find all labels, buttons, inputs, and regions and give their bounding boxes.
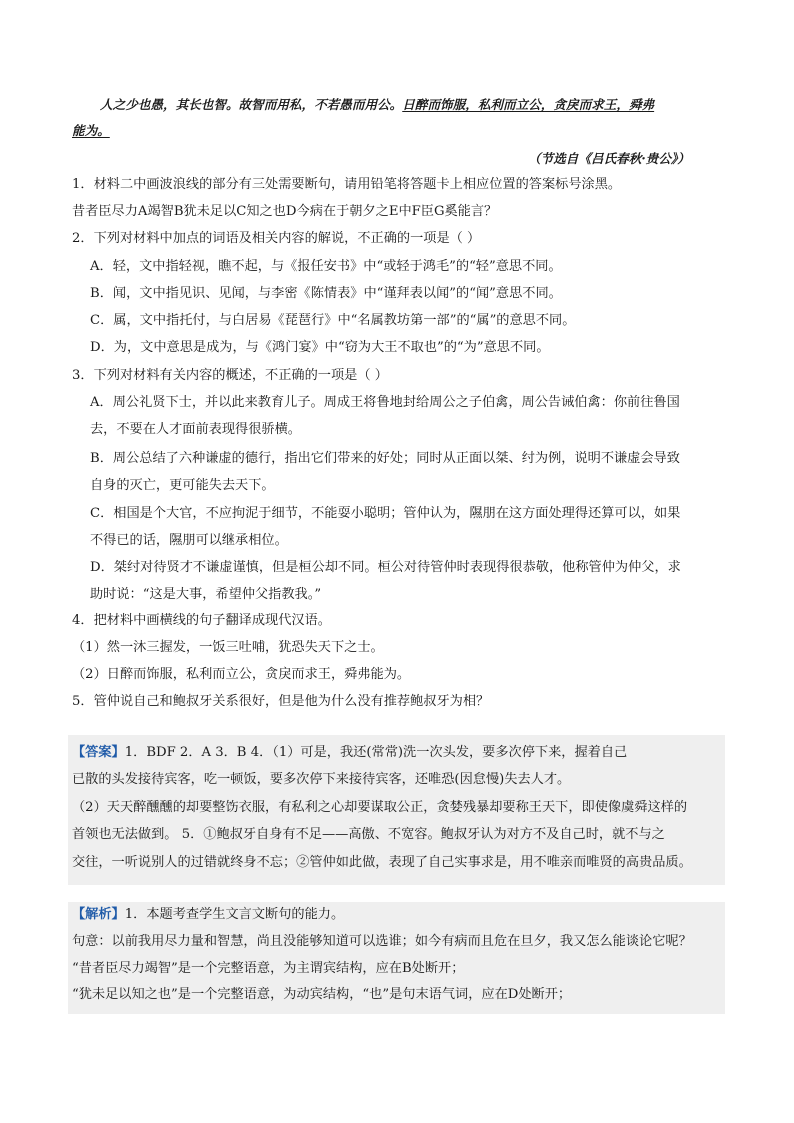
analysis-line-1	[72, 906, 344, 924]
answer-label: 【答案】	[72, 745, 125, 760]
question-1-text: 昔者臣尽力A竭智B犹未足以C知之也D今病在于朝夕之E中F臣G奚能言？	[72, 204, 498, 219]
passage-plain-text: 人之少也愚，其长也智。故智而用私，不若愚而用公。	[100, 97, 403, 112]
analysis-line-4: “犹未足以知之也”是一个完整语意，为动宾结构，“也”是句末语气词，应在D处断开；	[72, 987, 572, 1002]
question-3-option-b-line-2: 自身的灭亡，更可能失去天下。	[90, 478, 275, 493]
analysis-line-3: “昔者臣尽力竭智”是一个完整语意，为主谓宾结构，应在B处断开；	[72, 961, 465, 976]
passage-line-1	[100, 96, 654, 114]
question-5: 5．管仲说自己和鲍叔牙关系很好，但是他为什么没有推荐鲍叔牙为相？	[72, 694, 490, 709]
passage-underlined-text: 日醉而饰服，私利而立公，贪戾而求王，舜弗	[402, 97, 655, 112]
question-2-option-c: C．属，文中指托付，与白居易《琵琶行》中“名属教坊第一部”的“属”的意思不同。	[90, 313, 576, 328]
analysis-label: 【解析】	[72, 907, 125, 922]
answer-line-2: 已散的头发接待宾客，吃一顿饭，要多次停下来接待宾客，还唯恐(因怠慢)失去人才。	[72, 772, 571, 787]
passage-line-2: 能为。	[72, 123, 110, 138]
question-4-part-2: （2）日醉而饰服，私利而立公，贪戾而求王，舜弗能为。	[72, 667, 411, 682]
answer-line-4: 首领也无法做到。 5．①鲍叔牙自身有不足——高傲、不宽容。鲍叔牙认为对方不及自己时，就不与之	[72, 827, 665, 842]
question-3-option-d-line-1: D．桀纣对待贤才不谦虚谨慎，但是桓公却不同。桓公对待管仲时表现得很恭敬，他称管仲为仲父，求	[90, 560, 681, 575]
question-3-option-b-line-1: B．周公总结了六种谦虚的德行，指出它们带来的好处；同时从正面以桀、纣为例，说明不谦虚会导致	[90, 451, 680, 466]
question-3-option-a-line-1: A．周公礼贤下士，并以此来教育儿子。周成王将鲁地封给周公之子伯禽，周公告诫伯禽：你前往鲁国	[90, 395, 680, 410]
question-2: 2．下列对材料中加点的词语及相关内容的解说，不正确的一项是（ ）	[72, 231, 481, 246]
question-1: 1．材料二中画波浪线的部分有三处需要断句，请用铅笔将答题卡上相应位置的答案标号涂黑。	[72, 177, 622, 192]
answer-line-1-text: 1．BDF 2．A 3．B 4．（1）可是，我还(常常)洗一次头发，要多次停下来，握着自己	[124, 745, 628, 760]
question-3: 3．下列对材料有关内容的概述，不正确的一项是（ ）	[72, 368, 388, 383]
question-2-option-a: A．轻，文中指轻视，瞧不起，与《报任安书》中“或轻于鸿毛”的“轻”意思不同。	[90, 259, 562, 274]
question-3-option-c-line-1: C．相国是个大官，不应拘泥于细节，不能耍小聪明；管仲认为，隰朋在这方面处理得还算可以，如果	[90, 506, 681, 521]
question-3-option-c-line-2: 不得已的话，隰朋可以继承相位。	[90, 533, 288, 548]
question-3-option-a-line-2: 去，不要在人才面前表现得很骄横。	[90, 422, 301, 437]
question-2-option-d: D．为，文中意思是成为，与《鸿门宴》中“窃为大王不取也”的“为”意思不同。	[90, 340, 550, 355]
answer-line-1	[72, 744, 627, 762]
question-4-part-1: （1）然一沐三握发，一饭三吐哺，犹恐失天下之士。	[72, 640, 384, 655]
analysis-line-1-text: 1．本题考查学生文言文断句的能力。	[124, 907, 345, 922]
analysis-line-2: 句意：以前我用尽力量和智慧，尚且没能够知道可以选谁；如今有病而且危在旦夕，我又怎么能谈论它呢？	[72, 934, 692, 949]
answer-line-5: 交往，一听说别人的过错就终身不忘；②管仲如此做，表现了自己实事求是，用不唯亲而唯贤的高贵品质。	[72, 855, 692, 870]
question-2-option-b: B．闻，文中指见识、见闻，与李密《陈情表》中“谨拜表以闻”的“闻”意思不同。	[90, 286, 562, 301]
question-4: 4．把材料中画横线的句子翻译成现代汉语。	[72, 613, 331, 628]
answer-line-3: （2）天天醉醺醺的却要整饬衣服，有私利之心却要谋取公正，贪婪残暴却要称王天下，即使像虞舜这样的	[72, 800, 688, 815]
question-3-option-d-line-2: 助时说：“这是大事，希望仲父指教我。”	[90, 587, 322, 602]
passage-source: （节选自《吕氏春秋·贵公》）	[528, 151, 690, 166]
